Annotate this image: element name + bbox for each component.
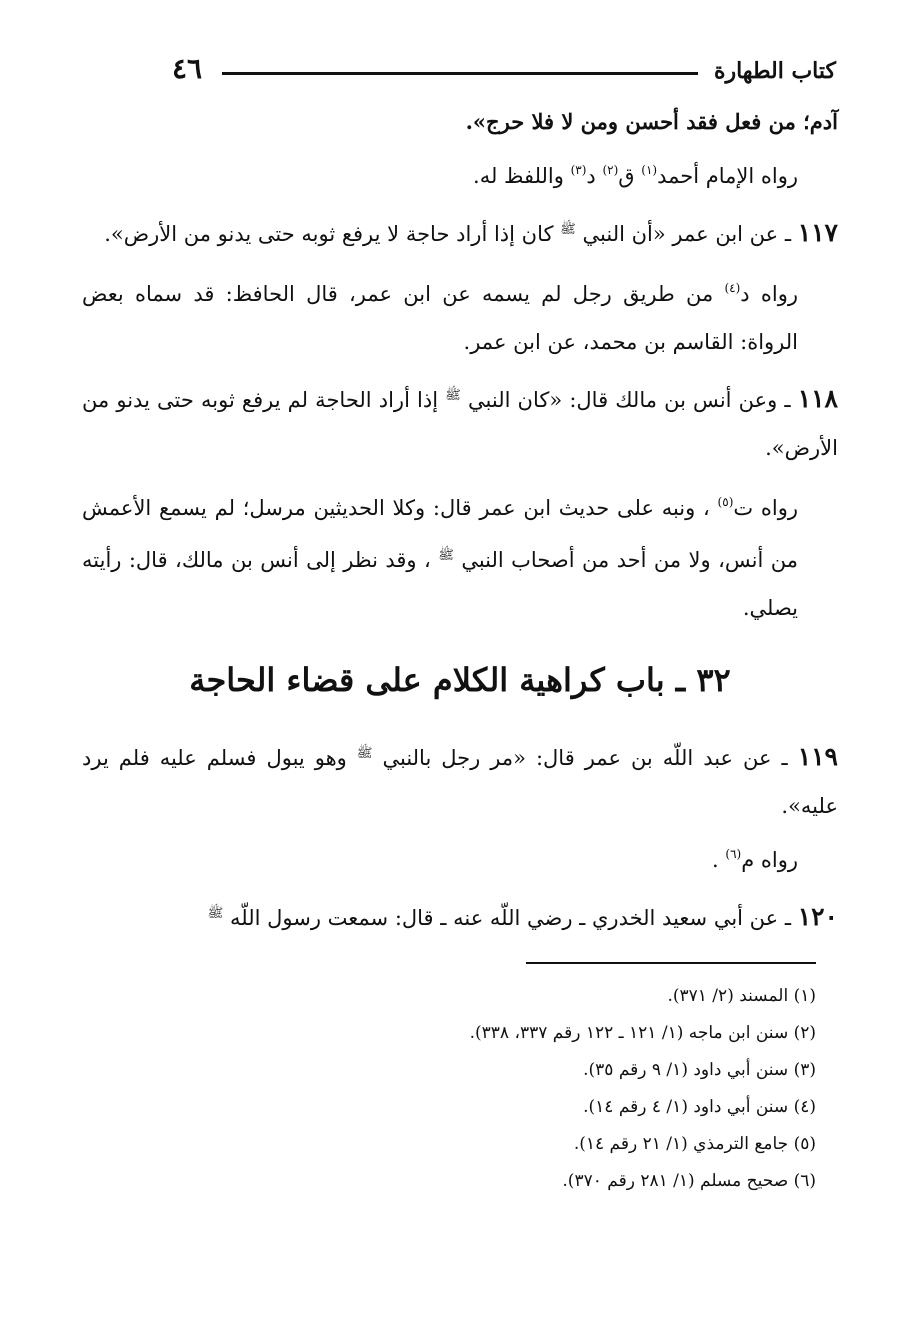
footnote-5: (٥) جامع الترمذي (١/ ٢١ رقم ١٤). <box>573 1134 816 1154</box>
footnote-ref: (٤) <box>724 281 741 295</box>
running-header <box>82 52 836 92</box>
salla-glyph: ﷺ <box>438 548 454 563</box>
footnote-3: (٣) سنن أبي داود (١/ ٩ رقم ٣٥). <box>583 1060 816 1080</box>
page-number: ٤٦ <box>172 52 203 85</box>
footnote-ref: (٣) <box>570 163 587 177</box>
footnote-ref: (٥) <box>717 495 734 509</box>
footnote-ref: (١) <box>641 163 658 177</box>
chapter-title: ٣٢ ـ باب كراهية الكلام على قضاء الحاجة <box>189 661 731 699</box>
hadith-number: ١١٧ <box>797 218 838 247</box>
footnotes <box>90 978 816 1200</box>
hadith-number: ١١٨ <box>797 384 838 413</box>
footnote-1: (١) المسند (٢/ ٣٧١). <box>667 986 816 1006</box>
hadith-118: ١١٨ ـ وعن أنس بن مالك قال: «كان النبي $^ﷺ$ إذا أراد الحاجة لم يرفع ثوبه حتى يدنو من الأرض». <box>82 384 838 460</box>
narration-note: رواه الإمام أحمد$^{(١)}$ ق$^{(٢)}$ د$^{(٣)}$ واللفظ له. <box>473 163 798 188</box>
paragraph-continuation: آدم؛ من فعل فقد أحسن ومن لا فلا حرج». <box>465 109 838 134</box>
narration-note: رواه د$^{(٤)}$ من طريق رجل لم يسمه عن ابن عمر، قال الحافظ: قد سماه بعض الرواة: القاسم بن محمد، عن ابن عمر. <box>82 281 798 354</box>
narration-note: رواه م$^{(٦)}$ . <box>712 847 798 872</box>
footnote-6: (٦) صحيح مسلم (١/ ٢٨١ رقم ٣٧٠). <box>562 1171 816 1191</box>
salla-glyph: ﷺ <box>445 388 461 403</box>
narration-note: رواه ت$^{(٥)}$ ، ونبه على حديث ابن عمر قال: وكلا الحديثين مرسل؛ لم يسمع الأعمش من أنس، ولا من أحد من أصحاب النبي $^ﷺ$ ، وقد نظر إلى أنس بن مالك، قال: رأيته يصلي. <box>82 495 798 620</box>
hadith-number: ١٢٠ <box>797 902 838 931</box>
footnote-ref: (٢) <box>602 163 619 177</box>
header-rule <box>222 72 698 75</box>
footnote-ref: (٦) <box>725 847 742 861</box>
footnote-2: (٢) سنن ابن ماجه (١/ ١٢١ ـ ١٢٢ رقم ٣٣٧، ٣٣٨). <box>469 1023 816 1043</box>
footnote-separator <box>526 962 816 964</box>
salla-glyph: ﷺ <box>560 222 576 237</box>
hadith-number: ١١٩ <box>797 742 838 771</box>
salla-glyph: ﷺ <box>356 746 373 761</box>
hadith-117: ١١٧ ـ عن ابن عمر «أن النبي $^ﷺ$ كان إذا أراد حاجة لا يرفع ثوبه حتى يدنو من الأرض». <box>104 218 838 247</box>
book-title: كتاب الطهارة <box>713 58 836 84</box>
footnote-4: (٤) سنن أبي داود (١/ ٤ رقم ١٤). <box>583 1097 816 1117</box>
hadith-120: ١٢٠ ـ عن أبي سعيد الخدري ـ رضي اللّه عنه ـ قال: سمعت رسول اللّه $^ﷺ$ <box>207 902 838 931</box>
main-text <box>82 98 838 942</box>
salla-glyph: ﷺ <box>207 906 224 921</box>
hadith-119: ١١٩ ـ عن عبد اللّه بن عمر قال: «مر رجل بالنبي $^ﷺ$ وهو يبول فسلم عليه فلم يرد عليه». <box>82 742 838 818</box>
